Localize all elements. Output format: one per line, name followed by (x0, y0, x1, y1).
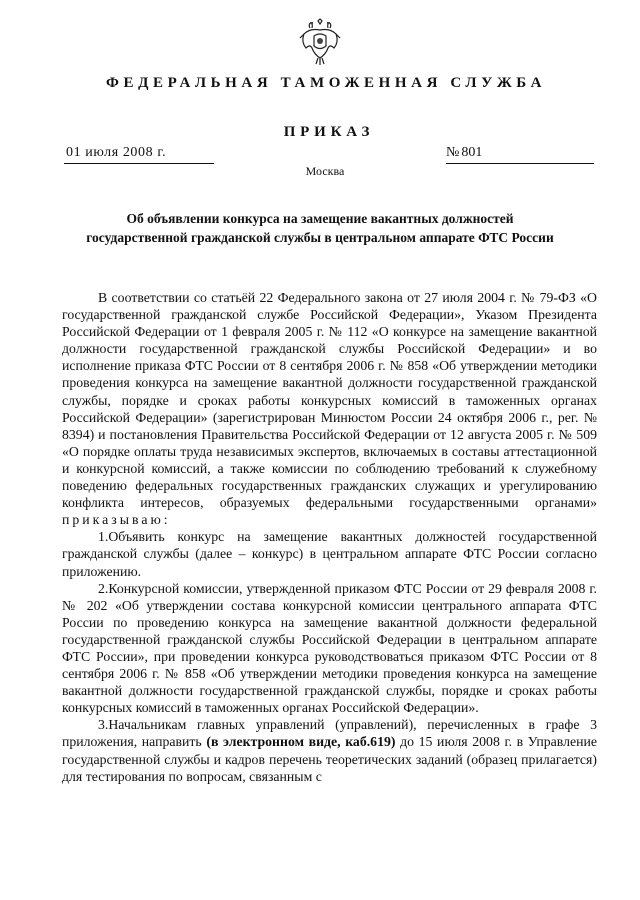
agency-name: ФЕДЕРАЛЬНАЯ ТАМОЖЕННАЯ СЛУЖБА (105, 75, 547, 91)
document-type-title: ПРИКАЗ (283, 124, 375, 140)
double-headed-eagle-icon (298, 18, 342, 68)
item-3-text-start: 3.Начальникам главных управлений (управлений), перечисленных в графе 3 приложения, направить (62, 717, 597, 750)
heading-line-2: государственной гражданской службы в центральном аппарате ФТС России (86, 230, 554, 245)
item-1-paragraph: 1.Объявить конкурс на замещение вакантных должностей государственной гражданской службы (далее – конкурс) в центральном аппарате ФТС России согласно приложению. (62, 529, 597, 579)
heading-line-1: Об объявлении конкурса на замещение вакантных должностей (126, 211, 514, 226)
item-3-text-end: до 15 июля 2008 г. в Управление государственной службы и кадров перечень теоретических заданий (образец прилагается) для тестирования по вопросам, связанным с (62, 734, 597, 784)
state-emblem (298, 18, 342, 68)
number-sign: № (446, 145, 460, 160)
item-2-paragraph: 2.Конкурсной комиссии, утвержденной приказом ФТС России от 29 февраля 2008 г. № 202 «Об утверждении состава конкурсной комиссии центрального аппарата ФТС России по проведению конкурса на замещение вакантной должности федеральной государственной гражданской службы Российской Федерации в центральном аппарате ФТС России», при проведении конкурса руководствоваться приказом ФТС России от 8 сентября 2006 г. № 858 «Об утверждении методики проведения конкурса на замещение вакантной должности государственной гражданской службы, порядке и сроках работы конкурсных комиссий в таможенных органах Российской Федерации». (62, 580, 597, 716)
order-number-field (446, 145, 594, 164)
preamble-text: В соответствии со статьёй 22 Федерального закона от 27 июля 2004 г. № 79-ФЗ «О государственной гражданской службе Российской Федерации», Указом Президента Российской Федерации от 1 февраля 2005 г. № 112 «О конкурсе на замещение вакантной должности государственной гражданской службы Российской Федерации» и во исполнение приказа ФТС России от 8 сентября 2006 г. № 858 «Об утверждении методики проведения конкурса на замещение вакантной должности государственной гражданской службы, порядке и сроках работы конкурсных комиссий в таможенных органах Российской Федерации» (зарегистрирован Минюстом России 24 октября 2006 г., рег. № 8394) и постановления Правительства Российской Федерации от 12 августа 2005 г. № 509 «О порядке оплаты труда независимых экспертов, включаемых в составы аттестационной и конкурсной комиссий, а также комиссии по соблюдению требований к служебному поведению федеральных государственных гражданских служащих и урегулированию конфликта интересов, образуемых федеральными государственными органами» (62, 290, 597, 511)
command-word: приказываю: (62, 512, 171, 528)
issue-city: Москва (305, 164, 345, 178)
order-body (62, 289, 597, 785)
preamble-paragraph (62, 289, 597, 528)
item-3-paragraph (62, 716, 597, 784)
order-date: 01 июля 2008 г. (64, 145, 214, 164)
item-3-bold-note: (в электронном виде, каб.619) (206, 734, 396, 750)
order-number: 801 (461, 145, 483, 160)
order-heading (40, 209, 600, 247)
